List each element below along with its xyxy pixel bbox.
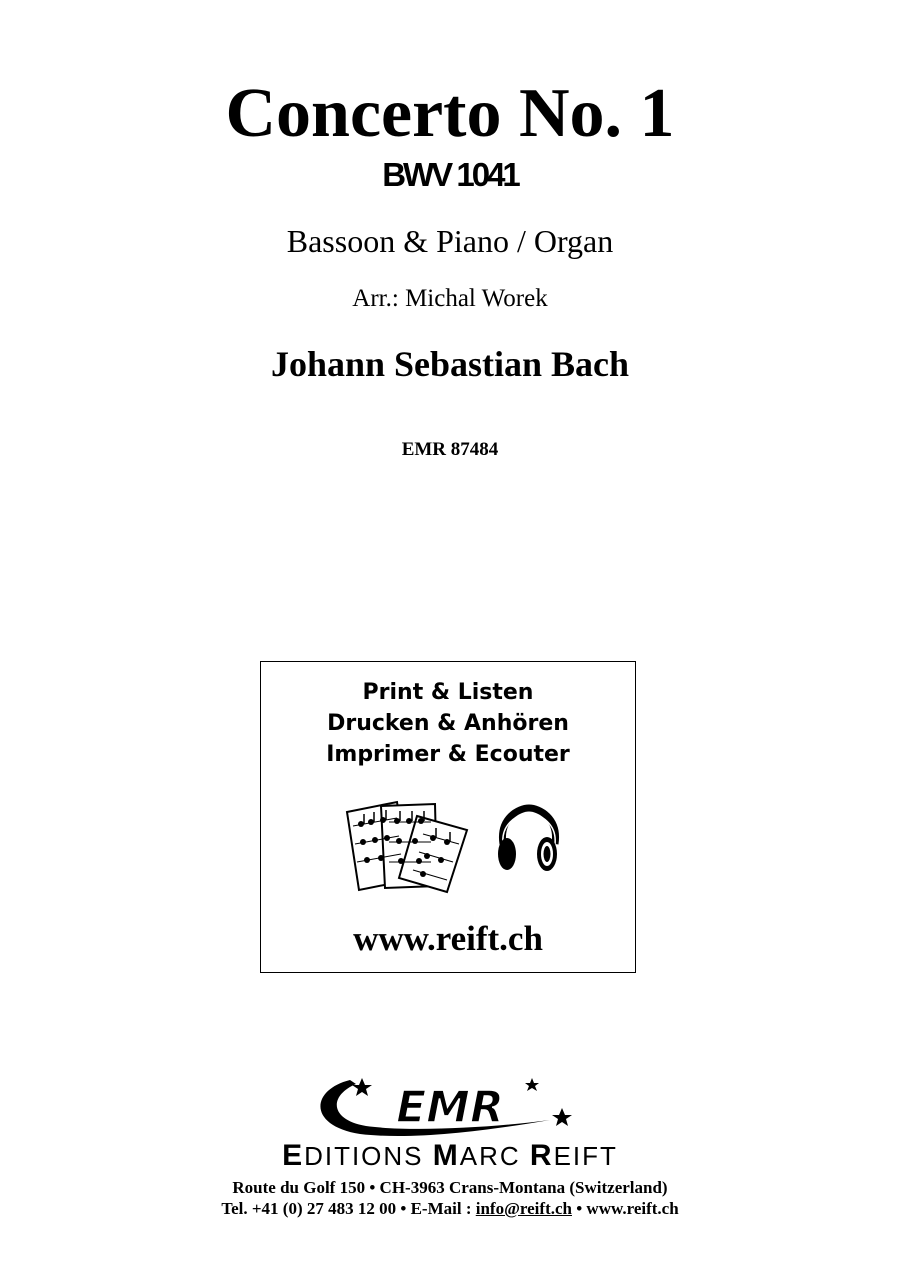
promo-website[interactable]: www.reift.ch	[353, 919, 543, 958]
publisher-cap: E	[282, 1139, 305, 1172]
sheet-music-icon	[339, 794, 469, 894]
phone-text: Tel. +41 (0) 27 483 12 00 • E-Mail :	[221, 1199, 476, 1218]
publisher-address: Route du Golf 150 • CH-3963 Crans-Montana (Switzerland)	[232, 1178, 668, 1197]
promo-line-german: Drucken & Anhören	[327, 711, 569, 736]
arranger: Arr.: Michal Worek	[352, 285, 548, 312]
publisher-contact	[0, 1198, 900, 1220]
emr-logo	[300, 1070, 600, 1142]
email-link[interactable]: info@reift.ch	[475, 1199, 572, 1218]
publisher-name	[0, 1141, 900, 1171]
bwv-number: BWV 1041	[382, 156, 518, 193]
composer: Johann Sebastian Bach	[270, 344, 630, 384]
promo-line-english: Print & Listen	[362, 680, 534, 705]
publisher-cap: M	[432, 1139, 460, 1172]
publisher-rest: EIFT	[553, 1141, 618, 1171]
print-listen-box	[260, 661, 636, 973]
instrumentation: Bassoon & Piano / Organ	[286, 223, 614, 259]
publisher-rest: ARC	[459, 1141, 521, 1171]
catalog-number: EMR 87484	[401, 439, 499, 460]
publisher-cap: R	[529, 1139, 554, 1172]
website-link[interactable]: • www.reift.ch	[571, 1199, 679, 1218]
publisher-rest: DITIONS	[304, 1141, 424, 1171]
headphones-icon	[495, 804, 563, 876]
promo-line-french: Imprimer & Ecouter	[326, 742, 570, 767]
emr-logo-text: EMR	[396, 1082, 504, 1133]
page-title: Concerto No. 1	[225, 75, 675, 152]
